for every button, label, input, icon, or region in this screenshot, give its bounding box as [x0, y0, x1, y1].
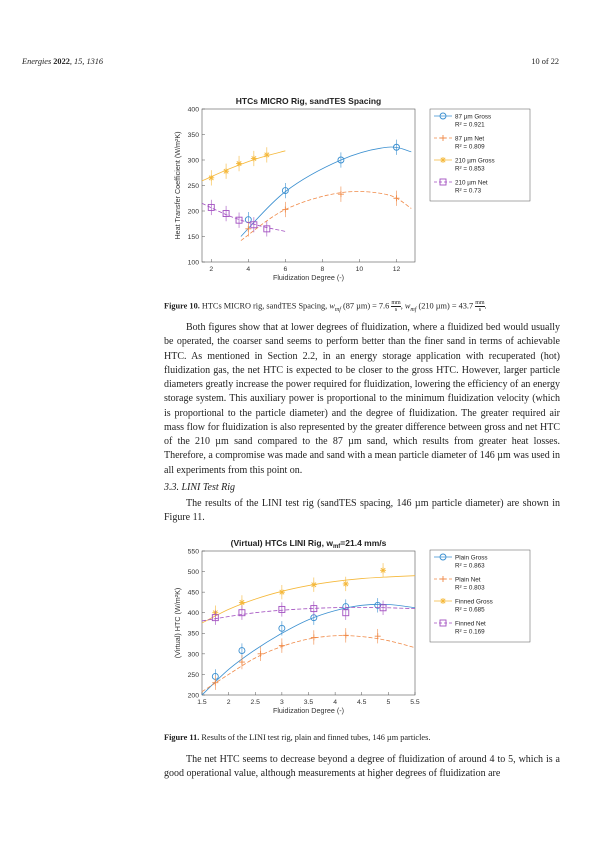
y-tick-label: 150 — [187, 233, 199, 241]
x-tick-label: 4 — [246, 266, 251, 273]
chart-title: (Virtual) HTCs LINI Rig, $w_{mf}=21.4$ mm/s — [230, 538, 387, 550]
x-tick-label: 10 — [355, 266, 364, 273]
y-tick-label: 500 — [187, 568, 199, 576]
y-tick-label: 350 — [187, 131, 199, 139]
x-tick-label: 3 — [279, 699, 284, 706]
caption-unit2 — [475, 300, 484, 313]
y-tick-label: 250 — [187, 671, 199, 679]
paragraph-1-text: Both figures show that at lower degrees of fluidization, where a fluidized bed would usually be operated, the coarser sand seems to perform better than the finer sand in terms of achievable HTC. As mentioned in Section 2.2, in an energy storage application with recuperated (hot) fluidization gas, the net HTC is expected to be closer to the gross HTC. However, larger particle diameters greatly increase the power required for fluidization, lowering the efficiency of an energy storage system. This auxiliary power is proportional to the minimum fluidization velocity (which is proportional to the particle diameter) and the degree of fluidization. The greater required air mass flow for fluidization is also represented by the greater difference between gross and net HTC of the 210 µm sand compared to the 87 µm sand, which results from greater heat losses. Therefore, a compromise was made and sand with a mean particle diameter of 146 µm was used in all experiments from this point on. — [164, 322, 560, 476]
plot-area — [202, 109, 415, 262]
legend-label: 87 µm Gross — [455, 113, 492, 121]
data-point — [264, 152, 270, 158]
figure-11-label: Figure 11. — [164, 733, 200, 742]
figure-11-caption — [164, 732, 430, 743]
y-tick-label: 300 — [187, 651, 199, 659]
x-tick-label: 5.5 — [410, 699, 420, 706]
paragraph-2-text: The results of the LINI test rig (sandTES spacing, 146 µm particle diameter) are shown in Figure 11. — [164, 498, 560, 524]
data-point — [251, 155, 257, 161]
legend-label: 210 µm Gross — [455, 157, 495, 165]
y-tick-label: 200 — [187, 692, 199, 700]
legend-label: Plain Gross — [455, 554, 488, 562]
caption-unit1-num: mm — [391, 300, 401, 306]
data-point — [380, 567, 386, 573]
body-paragraph-3 — [164, 753, 560, 782]
journal-year: 2022 — [53, 57, 70, 66]
y-axis-label: (Virtual) HTC (W/m²K) — [173, 587, 182, 659]
chart-title: HTCs MICRO Rig, sandTES Spacing — [235, 96, 382, 106]
caption-unit1-den: s — [394, 307, 398, 313]
legend-r2: R² = 0.853 — [455, 165, 485, 173]
body-paragraph-2 — [164, 497, 560, 526]
legend — [430, 550, 530, 642]
caption-math-sub2: mf — [410, 307, 417, 314]
figure-11-caption-text: Results of the LINI test rig, plain and finned tubes, 146 µm particles. — [199, 733, 431, 742]
legend-r2: R² = 0.685 — [455, 606, 485, 614]
y-tick-label: 100 — [187, 259, 199, 267]
caption-math-rest1: (87 µm) = 7.6 — [340, 301, 392, 311]
paragraph-3-text: The net HTC seems to decrease beyond a degree of fluidization of around 4 to 5, which is a good operational value, although measurements at higher degrees of fluidization are — [164, 754, 560, 780]
data-point — [239, 599, 245, 605]
x-axis-label: Fluidization Degree (-) — [272, 706, 345, 715]
x-axis-label: Fluidization Degree (-) — [272, 273, 345, 282]
caption-unit1 — [391, 300, 400, 313]
x-tick-label: 8 — [320, 266, 325, 273]
legend-r2: R² = 0.73 — [455, 187, 482, 195]
x-tick-label: 6 — [283, 266, 288, 273]
legend — [430, 109, 530, 201]
y-tick-label: 550 — [187, 548, 199, 556]
legend-label: 87 µm Net — [455, 135, 485, 143]
data-point — [279, 589, 285, 595]
figure-10-label: Figure 10. — [164, 301, 200, 311]
legend-label: 210 µm Net — [455, 179, 488, 187]
caption-unit2-num: mm — [475, 300, 485, 306]
x-tick-label: 2 — [209, 266, 214, 273]
y-tick-label: 400 — [187, 610, 199, 618]
caption-math-rest2: (210 µm) = 43.7 — [416, 301, 476, 311]
y-axis-label: Heat Transfer Coefficient (W/m²K) — [173, 131, 182, 240]
x-tick-label: 2 — [226, 699, 231, 706]
x-tick-label: 4 — [333, 699, 338, 706]
data-point — [311, 582, 317, 588]
y-tick-label: 450 — [187, 589, 199, 597]
legend-label: Finned Net — [455, 620, 486, 628]
x-tick-label: 4.5 — [357, 699, 367, 706]
y-tick-label: 250 — [187, 182, 199, 190]
journal-name: Energies — [22, 57, 52, 66]
legend-r2: R² = 0.169 — [455, 628, 485, 636]
legend-label: Finned Gross — [455, 598, 493, 606]
legend-marker — [440, 598, 446, 604]
legend-label: Plain Net — [455, 576, 481, 584]
caption-math-w1: w — [329, 301, 335, 311]
data-point — [223, 168, 229, 174]
journal-volume: , 15, 1316 — [69, 57, 104, 66]
data-point — [343, 581, 349, 587]
x-tick-label: 5 — [386, 699, 391, 706]
legend-r2: R² = 0.803 — [455, 584, 485, 592]
caption-math-w2: w — [404, 301, 411, 311]
y-tick-label: 400 — [187, 106, 199, 114]
figure-11-chart — [160, 533, 570, 725]
legend-r2: R² = 0.809 — [455, 143, 485, 151]
x-tick-label: 3.5 — [303, 699, 314, 706]
running-header — [22, 57, 103, 66]
x-tick-label: 1.5 — [197, 699, 207, 706]
section-heading: 3.3. LINI Test Rig — [164, 482, 236, 493]
page-number: 10 of 22 — [531, 57, 559, 66]
body-paragraph-1 — [164, 321, 560, 478]
y-tick-label: 300 — [187, 157, 199, 165]
legend-marker — [440, 157, 446, 163]
data-point — [208, 175, 214, 181]
x-tick-label: 2.5 — [250, 699, 260, 706]
y-tick-label: 350 — [187, 630, 199, 638]
y-tick-label: 200 — [187, 208, 199, 216]
x-tick-label: 12 — [392, 266, 401, 273]
caption-unit2-den: s — [478, 307, 482, 313]
legend-r2: R² = 0.863 — [455, 562, 485, 570]
figure-10-chart — [160, 92, 570, 292]
figure-10-caption: Figure 10. HTCs MICRO rig, sandTES Spacing, $w_{mf}$ (87 µm) = 7.6 $\frac{mm}{s}$ , $w_{mf}$ (210 µm) = 43.7 $\frac{mm}{s}$ . — [164, 300, 487, 314]
data-point — [236, 161, 242, 167]
caption-math-sub1: mf — [334, 307, 341, 314]
legend-r2: R² = 0.921 — [455, 121, 485, 129]
figure-10-caption-text: HTCs MICRO rig, sandTES Spacing, — [199, 301, 330, 311]
